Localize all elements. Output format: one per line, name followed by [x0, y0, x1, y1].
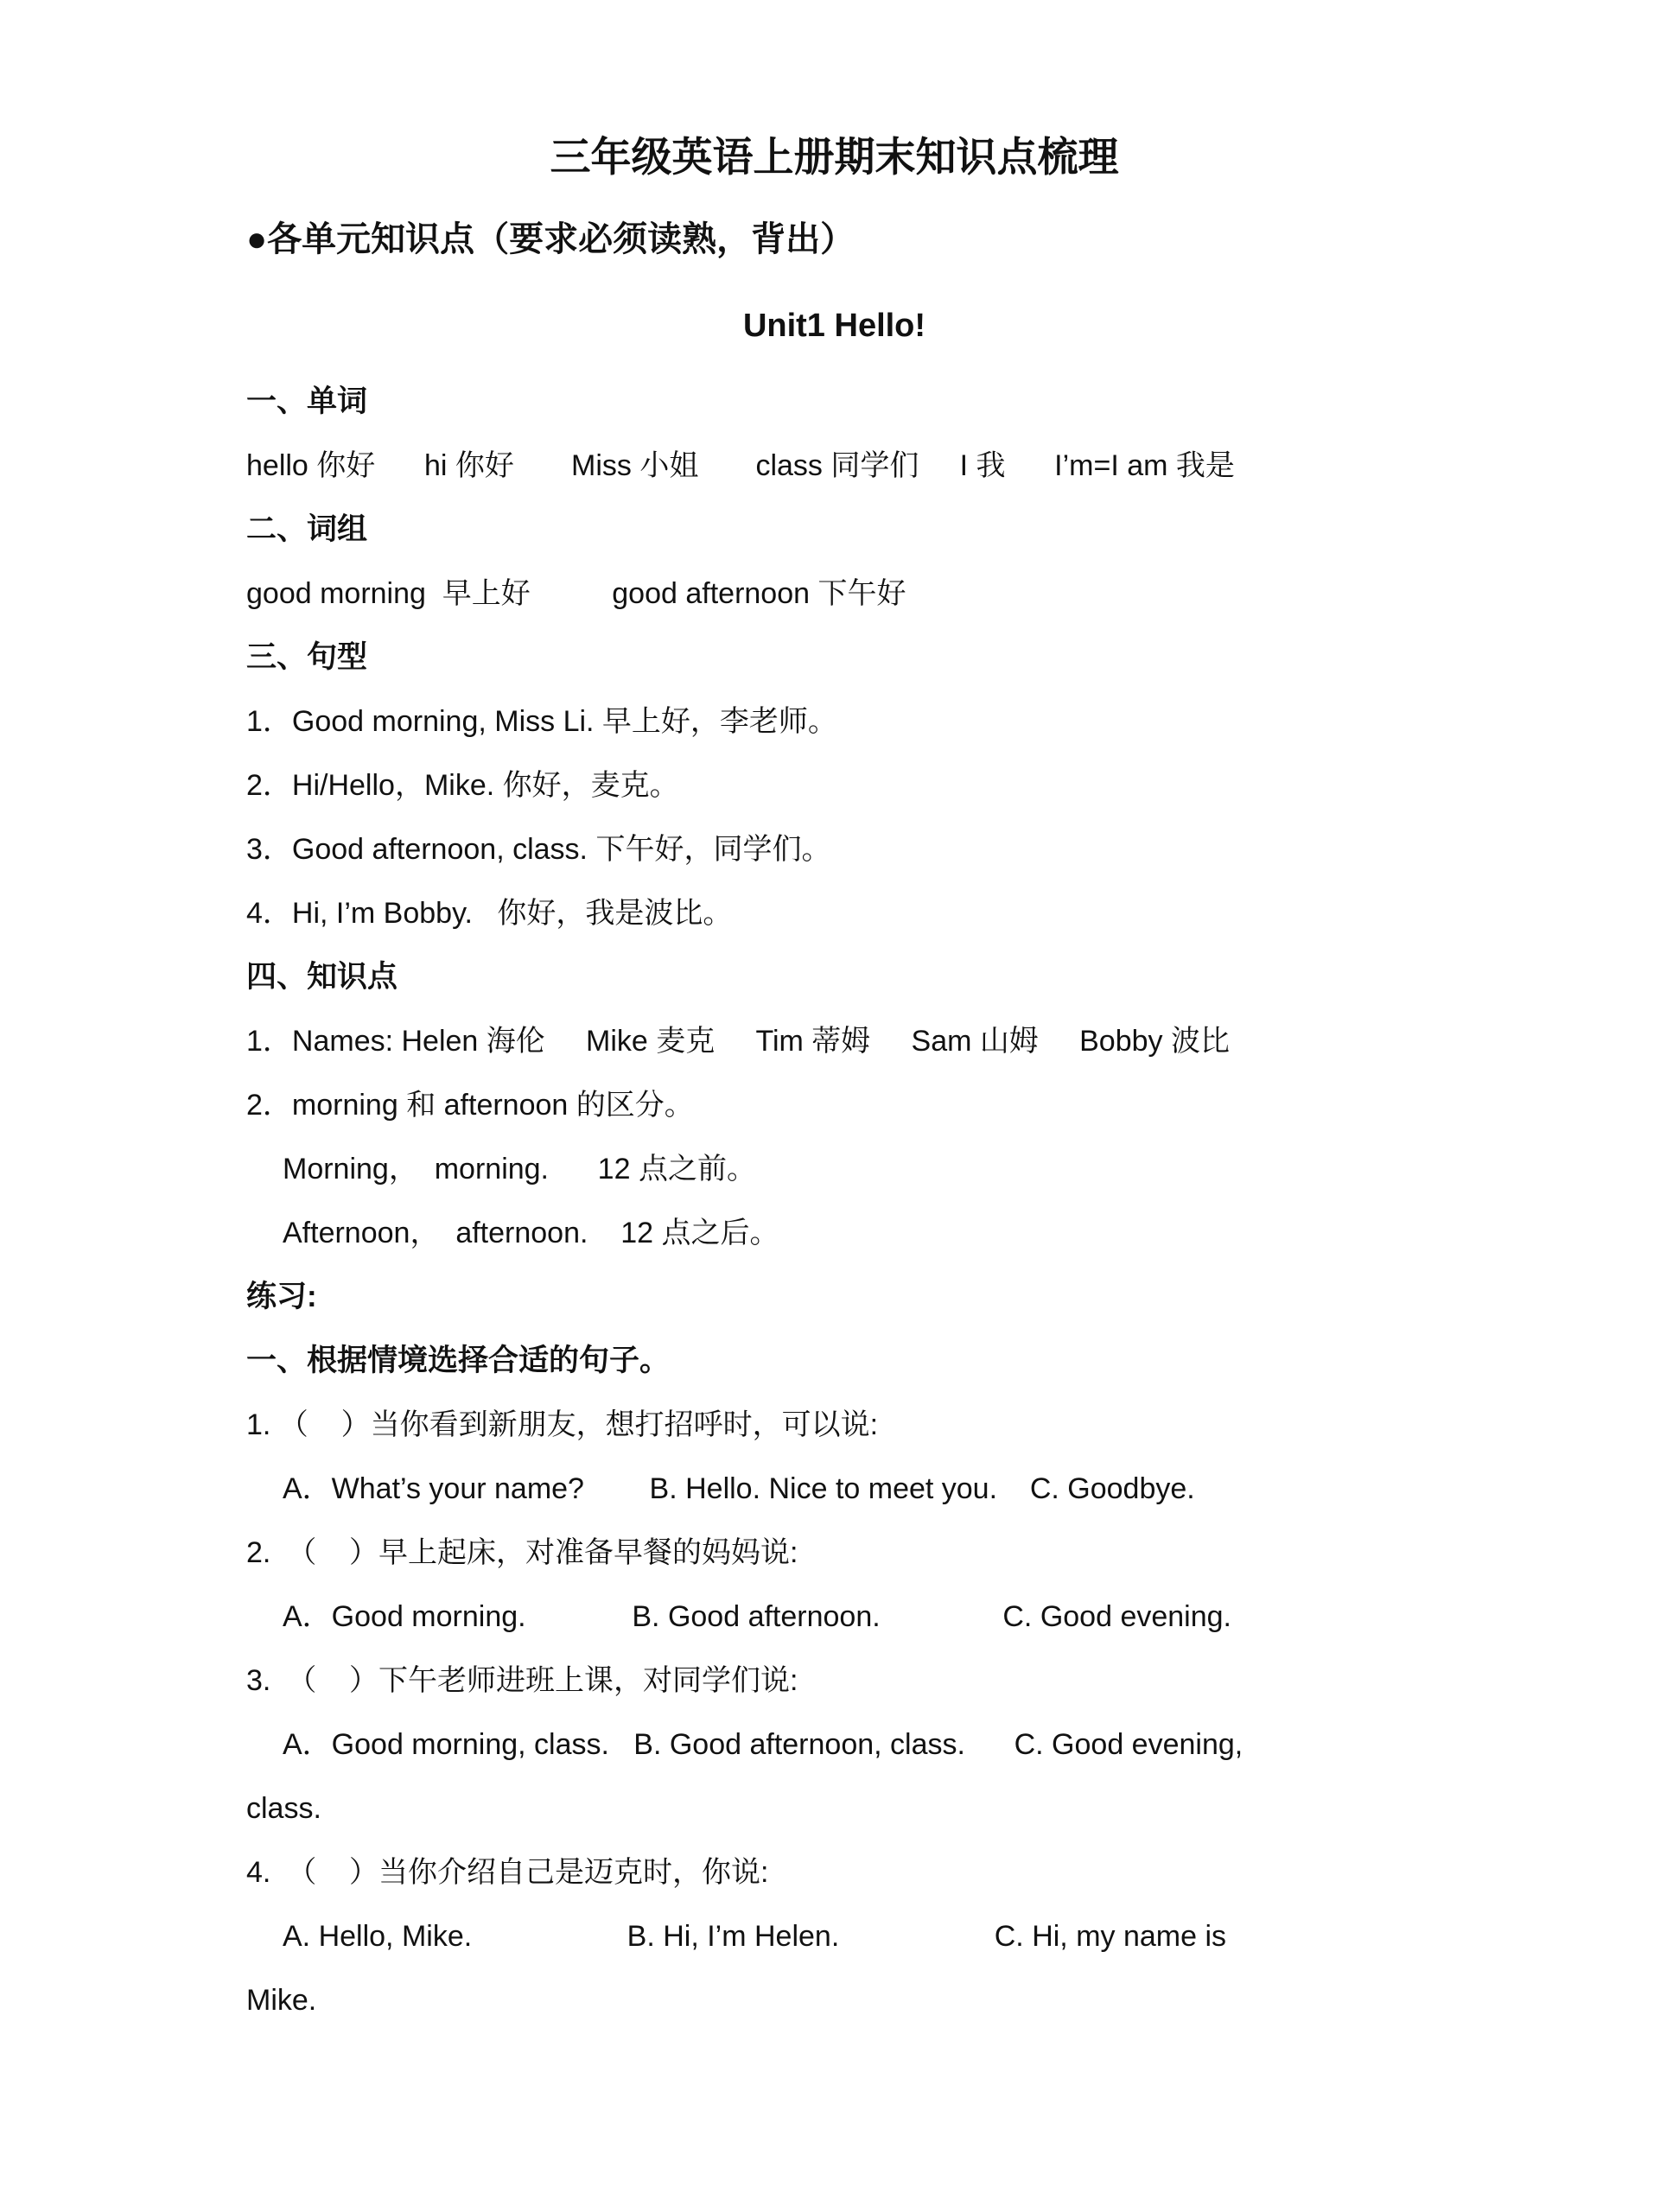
sentence-item-3: 3．Good afternoon, class. 下午好，同学们。 — [246, 833, 831, 866]
words-section-heading: 一、单词 — [246, 385, 368, 418]
sentence-item-1: 1．Good morning, Miss Li. 早上好，李老师。 — [246, 705, 837, 738]
sentence-item-4: 4．Hi, I’m Bobby. 你好，我是波比。 — [246, 897, 733, 930]
points-item-1: 1．Names: Helen 海伦 Mike 麦克 Tim 蒂姆 Sam 山姆 Bobby 波比 — [246, 1025, 1230, 1058]
question-3-overflow: class. — [246, 1792, 321, 1825]
exercise-part-heading: 一、根据情境选择合适的句子。 — [246, 1344, 671, 1377]
question-2-options: A．Good morning. B. Good afternoon. C. Good evening. — [283, 1600, 1231, 1633]
question-2-stem: 2. （ ）早上起床，对准备早餐的妈妈说: — [246, 1536, 798, 1569]
phrases-section-heading: 二、词组 — [246, 512, 368, 546]
unit-title: Unit1 Hello! — [742, 308, 926, 344]
words-line: hello 你好 hi 你好 Miss 小姐 class 同学们 I 我 I’m=I am 我是 — [246, 449, 1235, 482]
overview-heading: ●各单元知识点（要求必须读熟，背出） — [246, 220, 855, 258]
points-subitem-morning: Morning， morning. 12 点之前。 — [283, 1153, 756, 1185]
question-1-stem: 1. （ ）当你看到新朋友，想打招呼时，可以说: — [246, 1408, 879, 1441]
sentences-section-heading: 三、句型 — [246, 640, 368, 674]
points-item-2: 2．morning 和 afternoon 的区分。 — [246, 1089, 694, 1122]
phrases-line: good morning 早上好 good afternoon 下午好 — [246, 577, 906, 610]
question-4-stem: 4. （ ）当你介绍自己是迈克时，你说: — [246, 1856, 769, 1889]
points-section-heading: 四、知识点 — [246, 960, 398, 994]
question-3-stem: 3. （ ）下午老师进班上课，对同学们说: — [246, 1664, 798, 1697]
points-subitem-afternoon: Afternoon， afternoon. 12 点之后。 — [283, 1217, 779, 1249]
question-3-options: A．Good morning, class. B. Good afternoon, class. C. Good evening, — [283, 1728, 1243, 1761]
document-title: 三年级英语上册期末知识点梳理 — [550, 134, 1119, 180]
question-4-overflow: Mike. — [246, 1984, 317, 2017]
exercise-heading: 练习: — [246, 1280, 317, 1313]
question-4-options: A. Hello, Mike. B. Hi, I’m Helen. C. Hi, my name is — [283, 1920, 1227, 1953]
sentence-item-2: 2．Hi/Hello，Mike. 你好，麦克。 — [246, 769, 679, 802]
question-1-options: A．What’s your name? B. Hello. Nice to meet you. C. Goodbye. — [283, 1472, 1195, 1505]
